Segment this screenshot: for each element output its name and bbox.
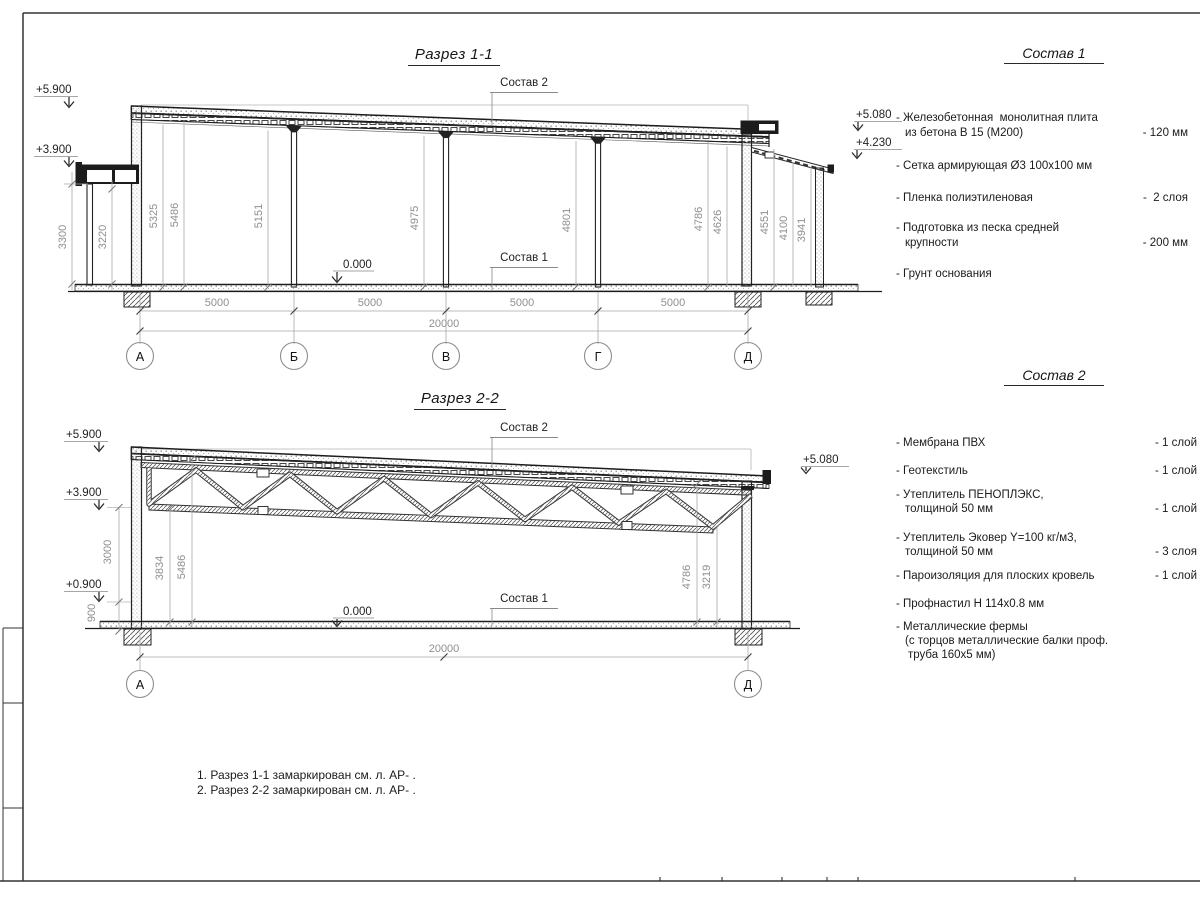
- comp2-item1-line1: - Мембрана ПВХ: [896, 437, 986, 449]
- s2-grid-bubbles: [127, 671, 762, 698]
- s1-elev-5900: +5.900: [36, 84, 72, 96]
- comp1-item5-line1: - Грунт основания: [896, 268, 992, 280]
- s2-elev-3900: +3.900: [66, 487, 102, 499]
- s1-wall-axis-a: [132, 106, 142, 286]
- s2-dim-row: [137, 632, 752, 671]
- comp2-item1-value: - 1 слой: [1154, 437, 1197, 449]
- s2-dim-5486: 5486: [176, 554, 188, 580]
- s1-dim-rows: [137, 292, 752, 344]
- comp2-item5-line1: - Пароизоляция для плоских кровель: [896, 570, 1095, 582]
- s2-dim-3219: 3219: [701, 564, 713, 590]
- s1-roof: [131, 106, 769, 147]
- comp1-item1-value: - 120 мм: [1142, 127, 1188, 139]
- comp2-item7-line1: - Металлические фермы: [896, 621, 1028, 633]
- s1-dim-5325: 5325: [148, 203, 160, 229]
- s2-wall-axis-a: [132, 447, 142, 629]
- s1-left-annex: [76, 162, 140, 285]
- s1-axis-b: Б: [289, 350, 299, 364]
- s1-dim-4551: 4551: [759, 209, 771, 235]
- s1-axis-a: А: [135, 350, 145, 364]
- s1-elev-4230: +4.230: [856, 137, 892, 149]
- s1-bay3: 5000: [509, 297, 535, 309]
- s1-elev-zero: 0.000: [343, 259, 372, 271]
- s2-elev-5900: +5.900: [66, 429, 102, 441]
- comp2-item3-line1: - Утеплитель ПЕНОПЛЭКС,: [896, 489, 1044, 501]
- comp2-item7-line3: труба 160х5 мм): [908, 649, 996, 661]
- comp2-item4-value: - 3 слоя: [1155, 546, 1197, 558]
- s2-total-dim: 20000: [428, 643, 460, 655]
- s1-dim-5151: 5151: [253, 203, 265, 229]
- s1-callout-sostav2: Состав 2: [490, 77, 558, 93]
- s1-elev-5080: +5.080: [856, 109, 892, 121]
- s2-elev-0900: +0.900: [66, 579, 102, 591]
- comp2-item4-line1: - Утеплитель Эковер Y=100 кг/м3,: [896, 532, 1077, 544]
- s2-wall-top-bracket: [741, 486, 754, 490]
- s1-columns: [286, 126, 606, 287]
- comp1-item3-value: - 2 слоя: [1142, 192, 1188, 204]
- s1-floor: [68, 285, 882, 308]
- s2-dim-3000: 3000: [102, 539, 114, 565]
- s1-dim-3941: 3941: [796, 217, 808, 243]
- s2-dim-4786: 4786: [681, 564, 693, 590]
- comp1-item4-value: - 200 мм: [1142, 237, 1188, 249]
- comp1-item4-line1: - Подготовка из песка средней: [896, 222, 1060, 234]
- section-1-1-title: Разрез 1-1: [408, 46, 500, 66]
- composition2-list: [896, 437, 1197, 667]
- s1-parapet-beam: [741, 121, 779, 135]
- comp2-item7-line2: (с торцов металлические балки проф.: [905, 635, 1109, 647]
- s1-bay4: 5000: [660, 297, 686, 309]
- comp1-item2-line1: - Сетка армирующая Ø3 100х100 мм: [896, 160, 1093, 172]
- s2-axis-d: Д: [743, 678, 753, 692]
- s1-dim-3220: 3220: [97, 224, 109, 250]
- s1-height-dim-labels: [57, 203, 808, 249]
- s1-callout-sostav1: Состав 1: [490, 252, 558, 268]
- s1-bay1: 5000: [204, 297, 230, 309]
- s1-dim-5486: 5486: [169, 202, 181, 228]
- s2-elev-5080: +5.080: [803, 454, 839, 466]
- comp1-item1-line2: из бетона В 15 (М200): [905, 127, 1024, 139]
- comp1-item3-line1: - Пленка полиэтиленовая: [896, 192, 1033, 204]
- s1-total-dim: 20000: [428, 318, 460, 330]
- s1-axis-v: В: [441, 350, 451, 364]
- s1-dim-4786: 4786: [693, 206, 705, 232]
- s1-wall-axis-d: [742, 134, 752, 286]
- comp2-item4-line2: толщиной 50 мм: [905, 546, 994, 558]
- s1-axis-g: Г: [594, 350, 602, 364]
- s1-grid-bubbles: [127, 343, 762, 370]
- composition2-title: Состав 2: [1004, 367, 1104, 386]
- section-1-1-drawing: [34, 84, 902, 370]
- comp2-item2-line1: - Геотекстиль: [896, 465, 968, 477]
- s1-dim-3300: 3300: [57, 224, 69, 250]
- note-line-1: 1. Разрез 1-1 замаркирован см. л. АР- .: [197, 768, 416, 782]
- s1-dim-4801: 4801: [561, 207, 573, 233]
- s2-dim-3834: 3834: [154, 555, 166, 581]
- comp2-item6-line1: - Профнастил Н 114х0.8 мм: [896, 598, 1045, 610]
- s1-elev-3900: +3.900: [36, 144, 72, 156]
- s1-bay2: 5000: [357, 297, 383, 309]
- comp2-item2-value: - 1 слой: [1154, 465, 1197, 477]
- comp2-item3-line2: толщиной 50 мм: [905, 503, 994, 515]
- s1-dim-4626: 4626: [712, 209, 724, 235]
- s1-dim-4975: 4975: [409, 205, 421, 231]
- comp1-item4-line2: крупности: [905, 237, 959, 249]
- s2-axis-a: А: [135, 678, 145, 692]
- section-2-2-title: Разрез 2-2: [414, 390, 506, 410]
- s2-callout-sostav2: Состав 2: [490, 422, 558, 438]
- composition1-title: Состав 1: [1004, 45, 1104, 64]
- s1-dim-4100: 4100: [778, 215, 790, 241]
- s1-axis-d: Д: [743, 350, 753, 364]
- comp1-item1-line1: - Железобетонная монолитная плита: [896, 112, 1098, 124]
- comp2-item5-value: - 1 слой: [1154, 570, 1197, 582]
- note-line-2: 2. Разрез 2-2 замаркирован см. л. АР- .: [197, 783, 416, 797]
- s2-dim-900: 900: [86, 603, 98, 623]
- section-2-2-drawing: [64, 429, 849, 698]
- composition1-list: [896, 112, 1196, 287]
- s2-callout-sostav1: Состав 1: [490, 593, 558, 609]
- s2-elev-zero: 0.000: [343, 606, 372, 618]
- comp2-item3-value: - 1 слой: [1154, 503, 1197, 515]
